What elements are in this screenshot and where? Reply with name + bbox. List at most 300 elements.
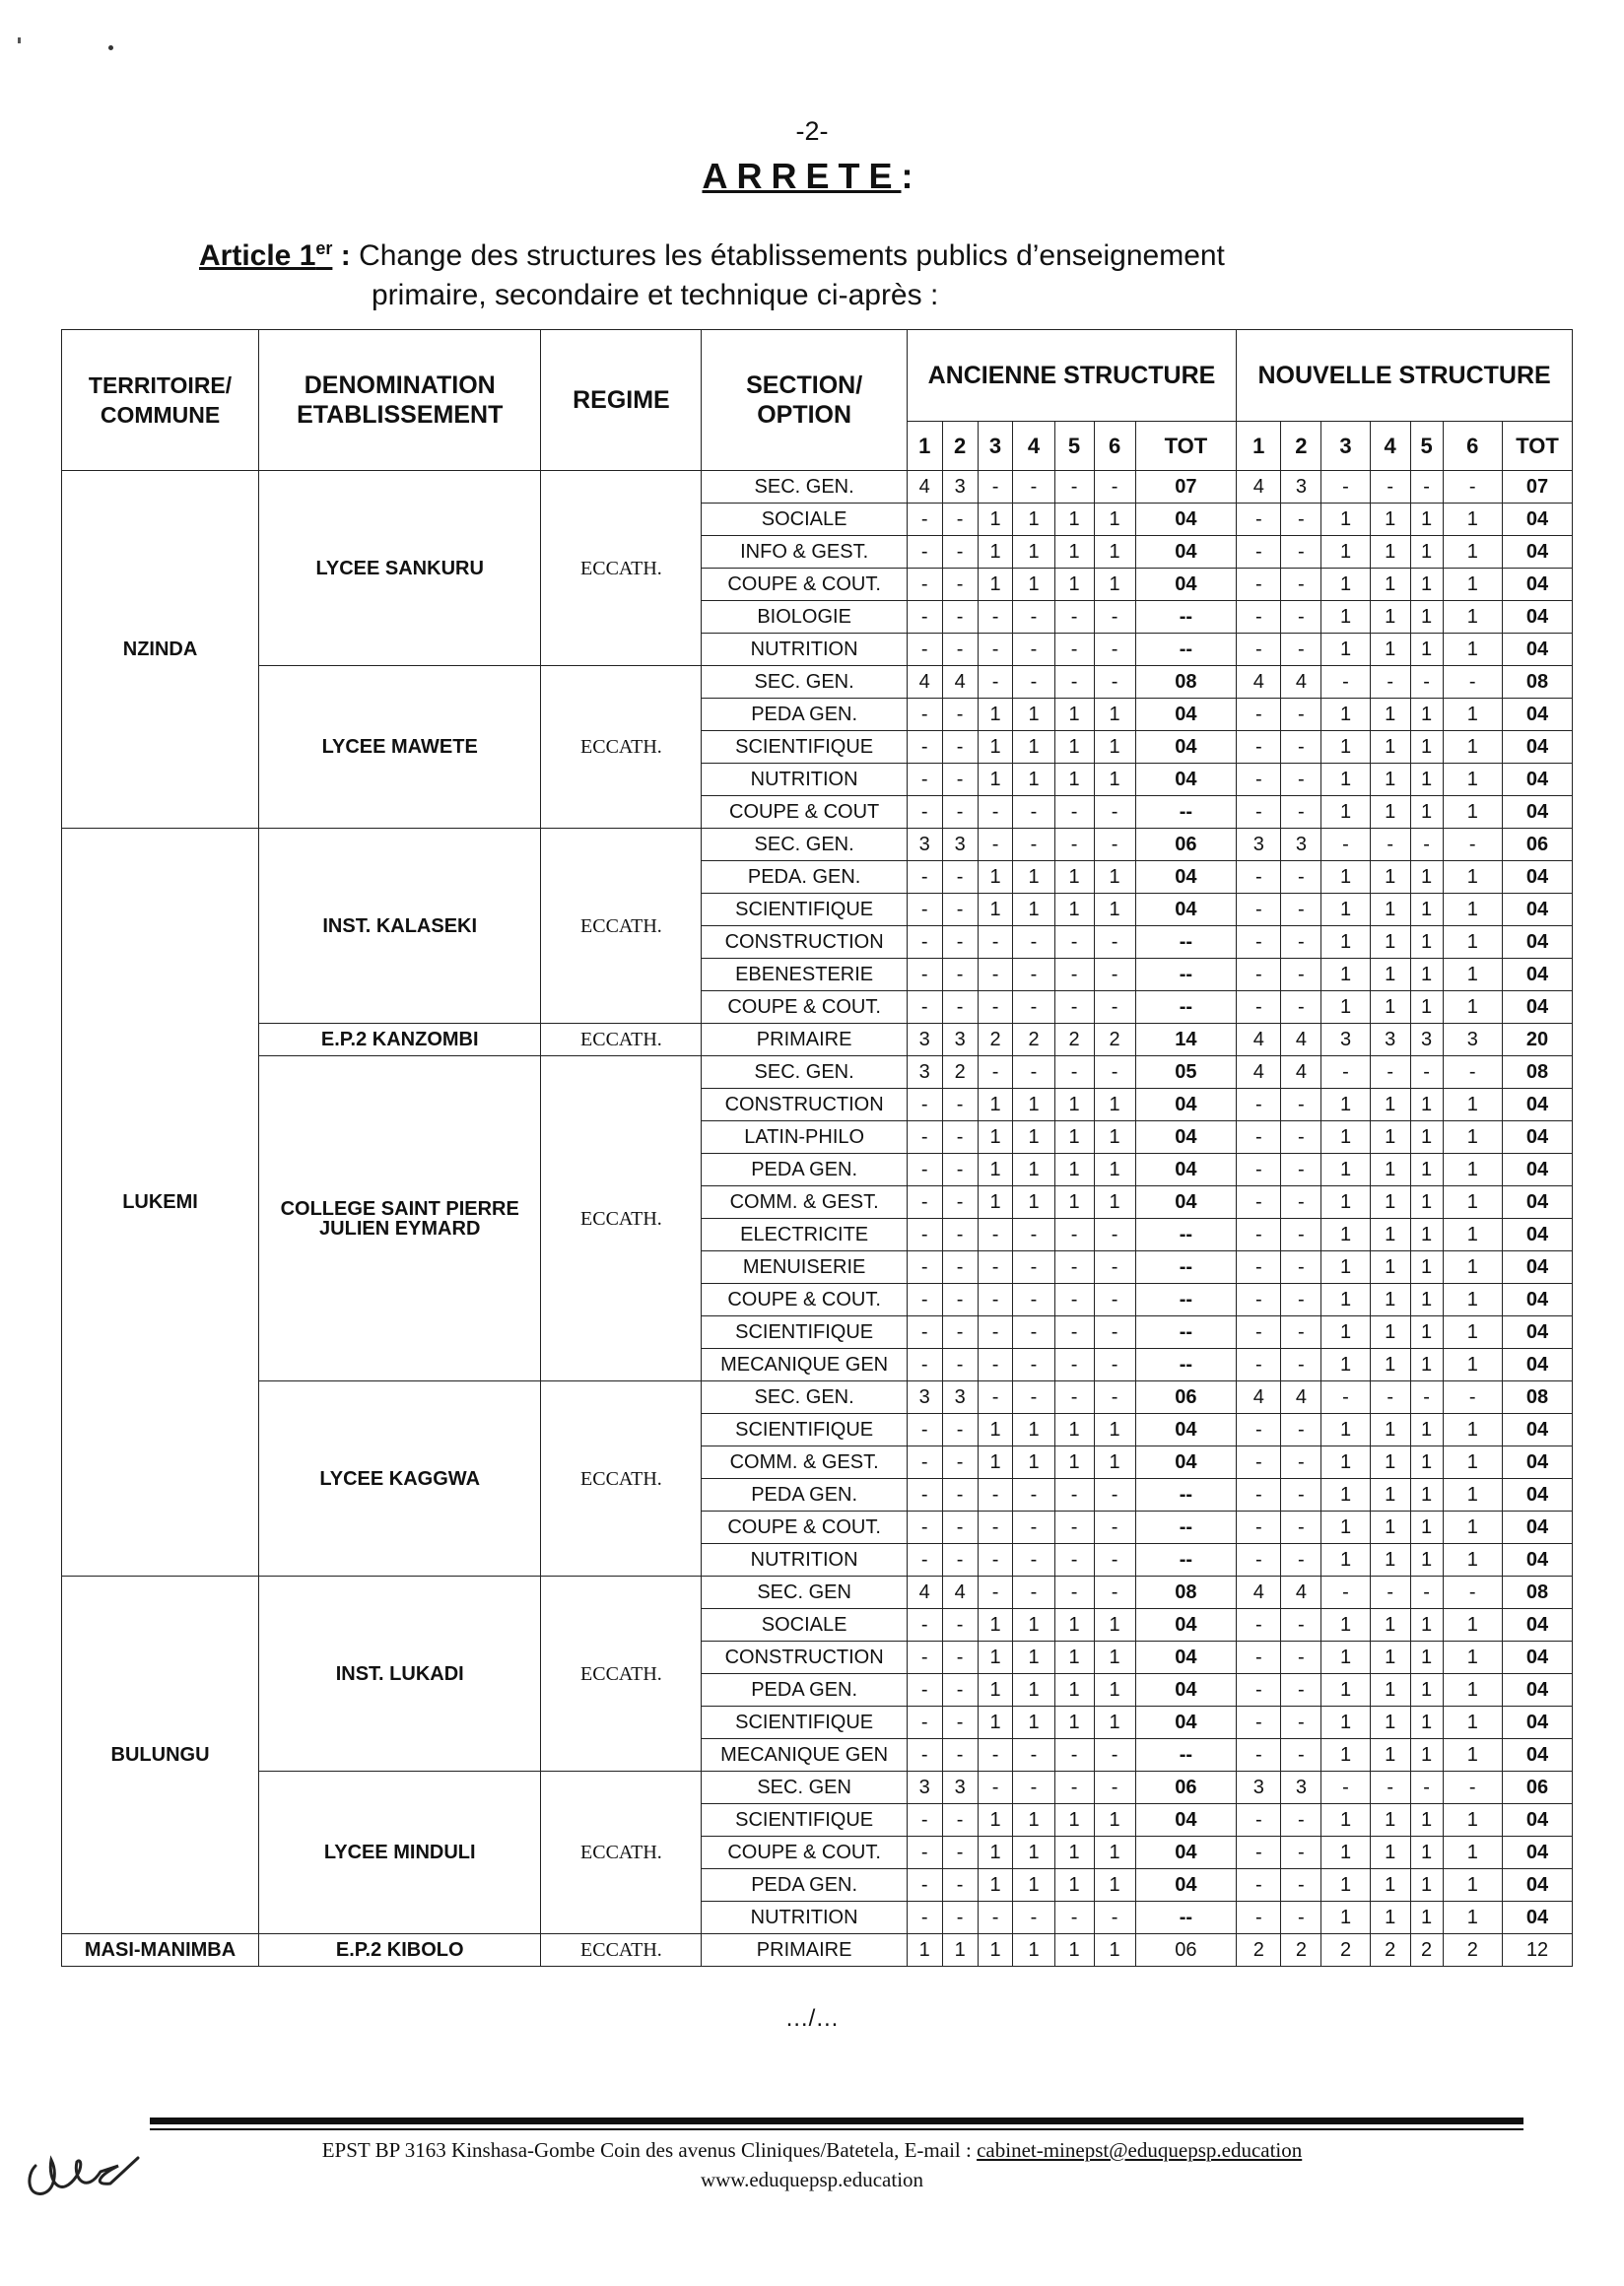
nouvelle-value-cell: - xyxy=(1443,1577,1503,1609)
nouvelle-value-cell: - xyxy=(1281,1446,1321,1479)
article-sep: : xyxy=(332,239,360,272)
nouvelle-tot-cell: 04 xyxy=(1503,1316,1573,1349)
ancienne-tot-cell: 04 xyxy=(1135,504,1237,536)
section-cell: SEC. GEN. xyxy=(702,1381,907,1414)
nouvelle-value-cell: 1 xyxy=(1370,1186,1410,1219)
ancienne-value-cell: - xyxy=(942,634,978,666)
nouvelle-value-cell: 1 xyxy=(1443,1154,1503,1186)
nouvelle-value-cell: 1 xyxy=(1443,569,1503,601)
section-cell: COUPE & COUT xyxy=(702,796,907,829)
nouvelle-value-cell: - xyxy=(1237,1902,1281,1934)
denomination-cell: INST. KALASEKI xyxy=(259,829,541,1024)
ancienne-value-cell: 1 xyxy=(1054,1674,1094,1707)
nouvelle-tot-cell: 04 xyxy=(1503,1446,1573,1479)
ancienne-value-cell: - xyxy=(1094,1772,1135,1804)
regime-cell: ECCATH. xyxy=(541,1934,702,1967)
ancienne-tot-cell: 07 xyxy=(1135,471,1237,504)
section-cell: PEDA GEN. xyxy=(702,1869,907,1902)
table-row xyxy=(62,1056,1573,1089)
ancienne-value-cell: 3 xyxy=(942,1024,978,1056)
nouvelle-value-cell: 1 xyxy=(1370,1902,1410,1934)
nouvelle-value-cell: - xyxy=(1410,829,1443,861)
ancienne-value-cell: 1 xyxy=(1054,504,1094,536)
ancienne-value-cell: - xyxy=(942,894,978,926)
nouvelle-value-cell: 1 xyxy=(1443,1609,1503,1642)
regime-cell: ECCATH. xyxy=(541,1056,702,1381)
nouvelle-value-cell: 1 xyxy=(1443,1251,1503,1284)
nouvelle-value-cell: 3 xyxy=(1410,1024,1443,1056)
nouvelle-value-cell: 1 xyxy=(1443,991,1503,1024)
ancienne-tot-cell: 04 xyxy=(1135,1707,1237,1739)
section-cell: SCIENTIFIQUE xyxy=(702,1414,907,1446)
ancienne-value-cell: - xyxy=(942,1349,978,1381)
nouvelle-value-cell: - xyxy=(1281,1414,1321,1446)
nouvelle-value-cell: - xyxy=(1281,959,1321,991)
nouvelle-value-cell: 1 xyxy=(1321,1446,1370,1479)
nouvelle-value-cell: - xyxy=(1443,1056,1503,1089)
nouvelle-tot-cell: 04 xyxy=(1503,1674,1573,1707)
nouvelle-value-cell: - xyxy=(1321,1577,1370,1609)
ancienne-value-cell: 1 xyxy=(978,699,1013,731)
ancienne-value-cell: - xyxy=(1013,1739,1054,1772)
nouvelle-value-cell: - xyxy=(1237,1642,1281,1674)
header-regime: REGIME xyxy=(541,330,702,471)
ancienne-value-cell: - xyxy=(1054,601,1094,634)
nouvelle-tot-cell: 04 xyxy=(1503,1869,1573,1902)
ancienne-tot-cell: 08 xyxy=(1135,1577,1237,1609)
ancienne-value-cell: - xyxy=(907,1284,942,1316)
ancienne-value-cell: - xyxy=(1054,1284,1094,1316)
header-nouvelle-col: 4 xyxy=(1370,422,1410,471)
nouvelle-value-cell: 1 xyxy=(1410,1251,1443,1284)
nouvelle-value-cell: 4 xyxy=(1237,1381,1281,1414)
ancienne-value-cell: - xyxy=(1013,1577,1054,1609)
ancienne-value-cell: 1 xyxy=(1013,1707,1054,1739)
nouvelle-value-cell: 1 xyxy=(1370,1284,1410,1316)
nouvelle-value-cell: 1 xyxy=(1410,1707,1443,1739)
continuation-mark: …/… xyxy=(784,2005,840,2032)
table-row xyxy=(62,666,1573,699)
nouvelle-value-cell: 1 xyxy=(1443,601,1503,634)
nouvelle-value-cell: - xyxy=(1237,1186,1281,1219)
ancienne-value-cell: - xyxy=(942,1674,978,1707)
ancienne-value-cell: - xyxy=(1094,959,1135,991)
ancienne-value-cell: 1 xyxy=(1013,536,1054,569)
nouvelle-value-cell: 1 xyxy=(1370,1446,1410,1479)
nouvelle-value-cell: 1 xyxy=(1370,796,1410,829)
ancienne-value-cell: 1 xyxy=(978,1869,1013,1902)
nouvelle-value-cell: 1 xyxy=(1443,1284,1503,1316)
nouvelle-tot-cell: 04 xyxy=(1503,1414,1573,1446)
regime-cell: ECCATH. xyxy=(541,471,702,666)
nouvelle-value-cell: 1 xyxy=(1443,504,1503,536)
nouvelle-value-cell: 1 xyxy=(1443,1446,1503,1479)
denomination-cell: LYCEE MINDULI xyxy=(259,1772,541,1934)
ancienne-value-cell: - xyxy=(907,1251,942,1284)
nouvelle-value-cell: 1 xyxy=(1321,731,1370,764)
nouvelle-tot-cell: 04 xyxy=(1503,731,1573,764)
nouvelle-value-cell: 1 xyxy=(1443,1707,1503,1739)
ancienne-value-cell: - xyxy=(942,699,978,731)
nouvelle-value-cell: 3 xyxy=(1281,471,1321,504)
nouvelle-value-cell: - xyxy=(1281,1089,1321,1121)
nouvelle-value-cell: 1 xyxy=(1410,926,1443,959)
ancienne-value-cell: 1 xyxy=(1094,1934,1135,1967)
ancienne-tot-cell: 04 xyxy=(1135,1121,1237,1154)
nouvelle-value-cell: - xyxy=(1281,1837,1321,1869)
ancienne-value-cell: - xyxy=(907,699,942,731)
nouvelle-value-cell: - xyxy=(1281,894,1321,926)
ancienne-tot-cell: -- xyxy=(1135,1902,1237,1934)
regime-cell: ECCATH. xyxy=(541,1024,702,1056)
nouvelle-value-cell: 1 xyxy=(1321,959,1370,991)
ancienne-value-cell: 1 xyxy=(1054,1414,1094,1446)
nouvelle-value-cell: 1 xyxy=(1321,1089,1370,1121)
nouvelle-tot-cell: 04 xyxy=(1503,1544,1573,1577)
nouvelle-value-cell: 1 xyxy=(1443,1674,1503,1707)
nouvelle-tot-cell: 04 xyxy=(1503,1154,1573,1186)
ancienne-value-cell: 1 xyxy=(1094,861,1135,894)
nouvelle-value-cell: - xyxy=(1237,1739,1281,1772)
ancienne-value-cell: - xyxy=(978,634,1013,666)
ancienne-tot-cell: 06 xyxy=(1135,1934,1237,1967)
ancienne-value-cell: - xyxy=(1094,1316,1135,1349)
ancienne-value-cell: - xyxy=(978,1772,1013,1804)
ancienne-value-cell: 1 xyxy=(978,1804,1013,1837)
ancienne-value-cell: - xyxy=(1054,1251,1094,1284)
article-1 xyxy=(199,229,1421,315)
section-cell: NUTRITION xyxy=(702,1902,907,1934)
ancienne-value-cell: - xyxy=(1013,829,1054,861)
nouvelle-value-cell: 1 xyxy=(1370,861,1410,894)
ancienne-tot-cell: 04 xyxy=(1135,1674,1237,1707)
ancienne-value-cell: 4 xyxy=(907,471,942,504)
nouvelle-value-cell: 1 xyxy=(1443,1479,1503,1512)
article-line-2: primaire, secondaire et technique ci-après : xyxy=(372,279,939,311)
ancienne-value-cell: 1 xyxy=(1013,1186,1054,1219)
ancienne-value-cell: 4 xyxy=(907,666,942,699)
nouvelle-value-cell: 1 xyxy=(1370,1512,1410,1544)
nouvelle-value-cell: 4 xyxy=(1281,1381,1321,1414)
ancienne-value-cell: 1 xyxy=(978,1414,1013,1446)
nouvelle-value-cell: 3 xyxy=(1281,829,1321,861)
ancienne-value-cell: - xyxy=(907,926,942,959)
table-row xyxy=(62,1381,1573,1414)
nouvelle-value-cell: - xyxy=(1281,1349,1321,1381)
ancienne-value-cell: 1 xyxy=(1054,1089,1094,1121)
footer-email-link[interactable]: cabinet-minepst@eduquepsp.education xyxy=(977,2138,1303,2162)
nouvelle-value-cell: 1 xyxy=(1410,861,1443,894)
nouvelle-value-cell: 1 xyxy=(1410,1219,1443,1251)
ancienne-tot-cell: -- xyxy=(1135,796,1237,829)
section-cell: COUPE & COUT. xyxy=(702,1837,907,1869)
nouvelle-value-cell: - xyxy=(1370,471,1410,504)
ancienne-value-cell: - xyxy=(1054,959,1094,991)
ancienne-value-cell: - xyxy=(1013,926,1054,959)
ancienne-tot-cell: -- xyxy=(1135,991,1237,1024)
ancienne-value-cell: - xyxy=(907,731,942,764)
section-cell: SEC. GEN. xyxy=(702,666,907,699)
ancienne-value-cell: - xyxy=(907,569,942,601)
table-row xyxy=(62,471,1573,504)
ancienne-value-cell: - xyxy=(942,1186,978,1219)
section-cell: PRIMAIRE xyxy=(702,1024,907,1056)
ancienne-value-cell: - xyxy=(978,1316,1013,1349)
section-cell: PEDA GEN. xyxy=(702,1674,907,1707)
ancienne-value-cell: 1 xyxy=(978,1186,1013,1219)
nouvelle-value-cell: - xyxy=(1370,1772,1410,1804)
footer-website[interactable]: www.eduquepsp.education xyxy=(700,2168,924,2191)
nouvelle-tot-cell: 04 xyxy=(1503,1642,1573,1674)
table-row xyxy=(62,1577,1573,1609)
nouvelle-value-cell: 1 xyxy=(1443,1089,1503,1121)
nouvelle-value-cell: - xyxy=(1281,1869,1321,1902)
article-label-sup: er xyxy=(315,238,333,258)
ancienne-value-cell: 2 xyxy=(1094,1024,1135,1056)
nouvelle-value-cell: 1 xyxy=(1321,894,1370,926)
nouvelle-value-cell: - xyxy=(1237,894,1281,926)
ancienne-value-cell: - xyxy=(1094,1902,1135,1934)
ancienne-tot-cell: 06 xyxy=(1135,1381,1237,1414)
ancienne-value-cell: 1 xyxy=(1094,1609,1135,1642)
ancienne-value-cell: - xyxy=(1054,1479,1094,1512)
nouvelle-tot-cell: 04 xyxy=(1503,601,1573,634)
nouvelle-value-cell: 1 xyxy=(1410,1544,1443,1577)
ancienne-value-cell: 1 xyxy=(1054,1804,1094,1837)
nouvelle-value-cell: - xyxy=(1281,796,1321,829)
ancienne-value-cell: 1 xyxy=(1094,1642,1135,1674)
nouvelle-value-cell: 1 xyxy=(1443,861,1503,894)
nouvelle-tot-cell: 07 xyxy=(1503,471,1573,504)
nouvelle-value-cell: - xyxy=(1443,471,1503,504)
nouvelle-value-cell: 1 xyxy=(1410,569,1443,601)
nouvelle-value-cell: 1 xyxy=(1321,1902,1370,1934)
nouvelle-tot-cell: 04 xyxy=(1503,1479,1573,1512)
section-cell: COMM. & GEST. xyxy=(702,1186,907,1219)
nouvelle-value-cell: - xyxy=(1281,1121,1321,1154)
header-ancienne-col: 5 xyxy=(1054,422,1094,471)
nouvelle-value-cell: 4 xyxy=(1281,1577,1321,1609)
ancienne-value-cell: - xyxy=(942,1089,978,1121)
nouvelle-value-cell: - xyxy=(1443,666,1503,699)
nouvelle-value-cell: - xyxy=(1237,1609,1281,1642)
nouvelle-value-cell: 1 xyxy=(1443,1902,1503,1934)
nouvelle-value-cell: 1 xyxy=(1370,1479,1410,1512)
ancienne-tot-cell: 04 xyxy=(1135,1089,1237,1121)
ancienne-value-cell: 1 xyxy=(1094,731,1135,764)
ancienne-value-cell: 1 xyxy=(978,1154,1013,1186)
ancienne-value-cell: 2 xyxy=(978,1024,1013,1056)
ancienne-value-cell: - xyxy=(907,634,942,666)
nouvelle-value-cell: - xyxy=(1281,699,1321,731)
ancienne-value-cell: 1 xyxy=(1054,1186,1094,1219)
nouvelle-value-cell: - xyxy=(1370,1577,1410,1609)
section-cell: CONSTRUCTION xyxy=(702,1642,907,1674)
nouvelle-value-cell: 1 xyxy=(1410,1869,1443,1902)
nouvelle-value-cell: 1 xyxy=(1443,1739,1503,1772)
ancienne-value-cell: - xyxy=(942,1154,978,1186)
nouvelle-value-cell: - xyxy=(1237,569,1281,601)
nouvelle-value-cell: 1 xyxy=(1321,1349,1370,1381)
ancienne-value-cell: - xyxy=(1054,1739,1094,1772)
nouvelle-value-cell: - xyxy=(1237,634,1281,666)
ancienne-value-cell: 1 xyxy=(978,1934,1013,1967)
ancienne-value-cell: - xyxy=(1094,601,1135,634)
nouvelle-tot-cell: 04 xyxy=(1503,1902,1573,1934)
nouvelle-value-cell: 1 xyxy=(1410,1316,1443,1349)
ancienne-value-cell: 1 xyxy=(1013,894,1054,926)
ancienne-value-cell: - xyxy=(1054,926,1094,959)
ancienne-value-cell: 1 xyxy=(1094,504,1135,536)
nouvelle-value-cell: - xyxy=(1237,1414,1281,1446)
ancienne-value-cell: - xyxy=(942,1414,978,1446)
nouvelle-value-cell: 1 xyxy=(1410,1186,1443,1219)
nouvelle-value-cell: 2 xyxy=(1410,1934,1443,1967)
ancienne-value-cell: - xyxy=(942,569,978,601)
ancienne-value-cell: - xyxy=(1094,1577,1135,1609)
ancienne-value-cell: - xyxy=(1013,1544,1054,1577)
nouvelle-tot-cell: 04 xyxy=(1503,1512,1573,1544)
nouvelle-value-cell: - xyxy=(1237,991,1281,1024)
nouvelle-value-cell: - xyxy=(1237,764,1281,796)
nouvelle-value-cell: - xyxy=(1321,1772,1370,1804)
ancienne-value-cell: 1 xyxy=(1054,699,1094,731)
regime-cell: ECCATH. xyxy=(541,1577,702,1772)
section-cell: INFO & GEST. xyxy=(702,536,907,569)
regime-cell: ECCATH. xyxy=(541,1772,702,1934)
ancienne-value-cell: - xyxy=(907,1869,942,1902)
ancienne-value-cell: 1 xyxy=(1013,1089,1054,1121)
ancienne-value-cell: - xyxy=(1054,471,1094,504)
nouvelle-value-cell: 2 xyxy=(1281,1934,1321,1967)
nouvelle-value-cell: 1 xyxy=(1370,1674,1410,1707)
ancienne-value-cell: - xyxy=(1094,796,1135,829)
ancienne-value-cell: - xyxy=(1013,1251,1054,1284)
header-ancienne-col: 4 xyxy=(1013,422,1054,471)
denomination-cell: E.P.2 KANZOMBI xyxy=(259,1024,541,1056)
ancienne-value-cell: - xyxy=(978,1349,1013,1381)
nouvelle-value-cell: - xyxy=(1237,1869,1281,1902)
nouvelle-value-cell: - xyxy=(1237,1479,1281,1512)
section-cell: SEC. GEN. xyxy=(702,471,907,504)
ancienne-value-cell: - xyxy=(942,1316,978,1349)
ancienne-value-cell: 1 xyxy=(1054,1154,1094,1186)
nouvelle-value-cell: 1 xyxy=(1443,536,1503,569)
ancienne-value-cell: 3 xyxy=(907,1772,942,1804)
nouvelle-value-cell: 1 xyxy=(1370,731,1410,764)
nouvelle-tot-cell: 04 xyxy=(1503,1739,1573,1772)
nouvelle-value-cell: 3 xyxy=(1443,1024,1503,1056)
nouvelle-tot-cell: 04 xyxy=(1503,504,1573,536)
article-label-text: Article 1 xyxy=(199,239,316,272)
denomination-cell: COLLEGE SAINT PIERRE JULIEN EYMARD xyxy=(259,1056,541,1381)
ancienne-tot-cell: 04 xyxy=(1135,1804,1237,1837)
ancienne-tot-cell: 04 xyxy=(1135,1154,1237,1186)
header-denomination: DENOMINATION ETABLISSEMENT xyxy=(259,330,541,471)
nouvelle-value-cell: 1 xyxy=(1410,894,1443,926)
nouvelle-value-cell: 1 xyxy=(1410,601,1443,634)
ancienne-value-cell: 4 xyxy=(942,1577,978,1609)
ancienne-value-cell: 1 xyxy=(1094,1446,1135,1479)
nouvelle-value-cell: 1 xyxy=(1370,1316,1410,1349)
ancienne-value-cell: - xyxy=(1094,1544,1135,1577)
denomination-cell: E.P.2 KIBOLO xyxy=(259,1934,541,1967)
ancienne-tot-cell: 04 xyxy=(1135,1414,1237,1446)
ancienne-value-cell: 1 xyxy=(1094,1121,1135,1154)
ancienne-value-cell: 1 xyxy=(1013,1642,1054,1674)
nouvelle-value-cell: - xyxy=(1281,1804,1321,1837)
ancienne-value-cell: - xyxy=(978,1544,1013,1577)
nouvelle-tot-cell: 12 xyxy=(1503,1934,1573,1967)
nouvelle-value-cell: 1 xyxy=(1321,1154,1370,1186)
ancienne-value-cell: - xyxy=(907,1707,942,1739)
nouvelle-tot-cell: 04 xyxy=(1503,959,1573,991)
nouvelle-value-cell: 1 xyxy=(1321,1121,1370,1154)
nouvelle-value-cell: 1 xyxy=(1370,1154,1410,1186)
nouvelle-value-cell: - xyxy=(1237,601,1281,634)
ancienne-value-cell: - xyxy=(1094,1251,1135,1284)
regime-cell: ECCATH. xyxy=(541,829,702,1024)
header-ancienne-col: 3 xyxy=(978,422,1013,471)
ancienne-value-cell: - xyxy=(1013,1284,1054,1316)
ancienne-tot-cell: 04 xyxy=(1135,764,1237,796)
ancienne-value-cell: 1 xyxy=(1054,731,1094,764)
ancienne-value-cell: - xyxy=(1054,829,1094,861)
nouvelle-value-cell: 1 xyxy=(1443,1414,1503,1446)
ancienne-value-cell: - xyxy=(907,1642,942,1674)
nouvelle-value-cell: 1 xyxy=(1410,764,1443,796)
header-section: SECTION/ OPTION xyxy=(702,330,907,471)
ancienne-value-cell: 2 xyxy=(942,1056,978,1089)
nouvelle-value-cell: - xyxy=(1237,1707,1281,1739)
ancienne-value-cell: - xyxy=(1094,1219,1135,1251)
ancienne-value-cell: - xyxy=(978,1056,1013,1089)
ancienne-value-cell: 1 xyxy=(978,569,1013,601)
nouvelle-value-cell: - xyxy=(1281,1707,1321,1739)
ancienne-value-cell: 1 xyxy=(1013,1414,1054,1446)
nouvelle-value-cell: 1 xyxy=(1370,1544,1410,1577)
header-nouvelle-col: 1 xyxy=(1237,422,1281,471)
nouvelle-value-cell: 1 xyxy=(1443,1869,1503,1902)
section-cell: NUTRITION xyxy=(702,1544,907,1577)
ancienne-value-cell: - xyxy=(1054,1349,1094,1381)
section-cell: MECANIQUE GEN xyxy=(702,1349,907,1381)
nouvelle-value-cell: - xyxy=(1281,536,1321,569)
nouvelle-value-cell: 1 xyxy=(1443,699,1503,731)
ancienne-value-cell: 1 xyxy=(1094,1414,1135,1446)
nouvelle-tot-cell: 04 xyxy=(1503,1219,1573,1251)
structures-table xyxy=(61,329,1573,1967)
ancienne-value-cell: - xyxy=(978,991,1013,1024)
ancienne-tot-cell: -- xyxy=(1135,1479,1237,1512)
section-cell: SCIENTIFIQUE xyxy=(702,894,907,926)
section-cell: CONSTRUCTION xyxy=(702,1089,907,1121)
ancienne-value-cell: - xyxy=(907,1089,942,1121)
ancienne-tot-cell: -- xyxy=(1135,1349,1237,1381)
nouvelle-value-cell: - xyxy=(1237,1219,1281,1251)
ancienne-tot-cell: 04 xyxy=(1135,699,1237,731)
nouvelle-value-cell: 1 xyxy=(1443,1186,1503,1219)
nouvelle-value-cell: 1 xyxy=(1321,1251,1370,1284)
nouvelle-value-cell: - xyxy=(1281,764,1321,796)
ancienne-value-cell: 1 xyxy=(1094,1089,1135,1121)
nouvelle-value-cell: 1 xyxy=(1370,504,1410,536)
ancienne-value-cell: - xyxy=(1054,666,1094,699)
nouvelle-value-cell: 4 xyxy=(1237,1056,1281,1089)
nouvelle-value-cell: 1 xyxy=(1321,1674,1370,1707)
nouvelle-value-cell: 1 xyxy=(1410,796,1443,829)
section-cell: MENUISERIE xyxy=(702,1251,907,1284)
